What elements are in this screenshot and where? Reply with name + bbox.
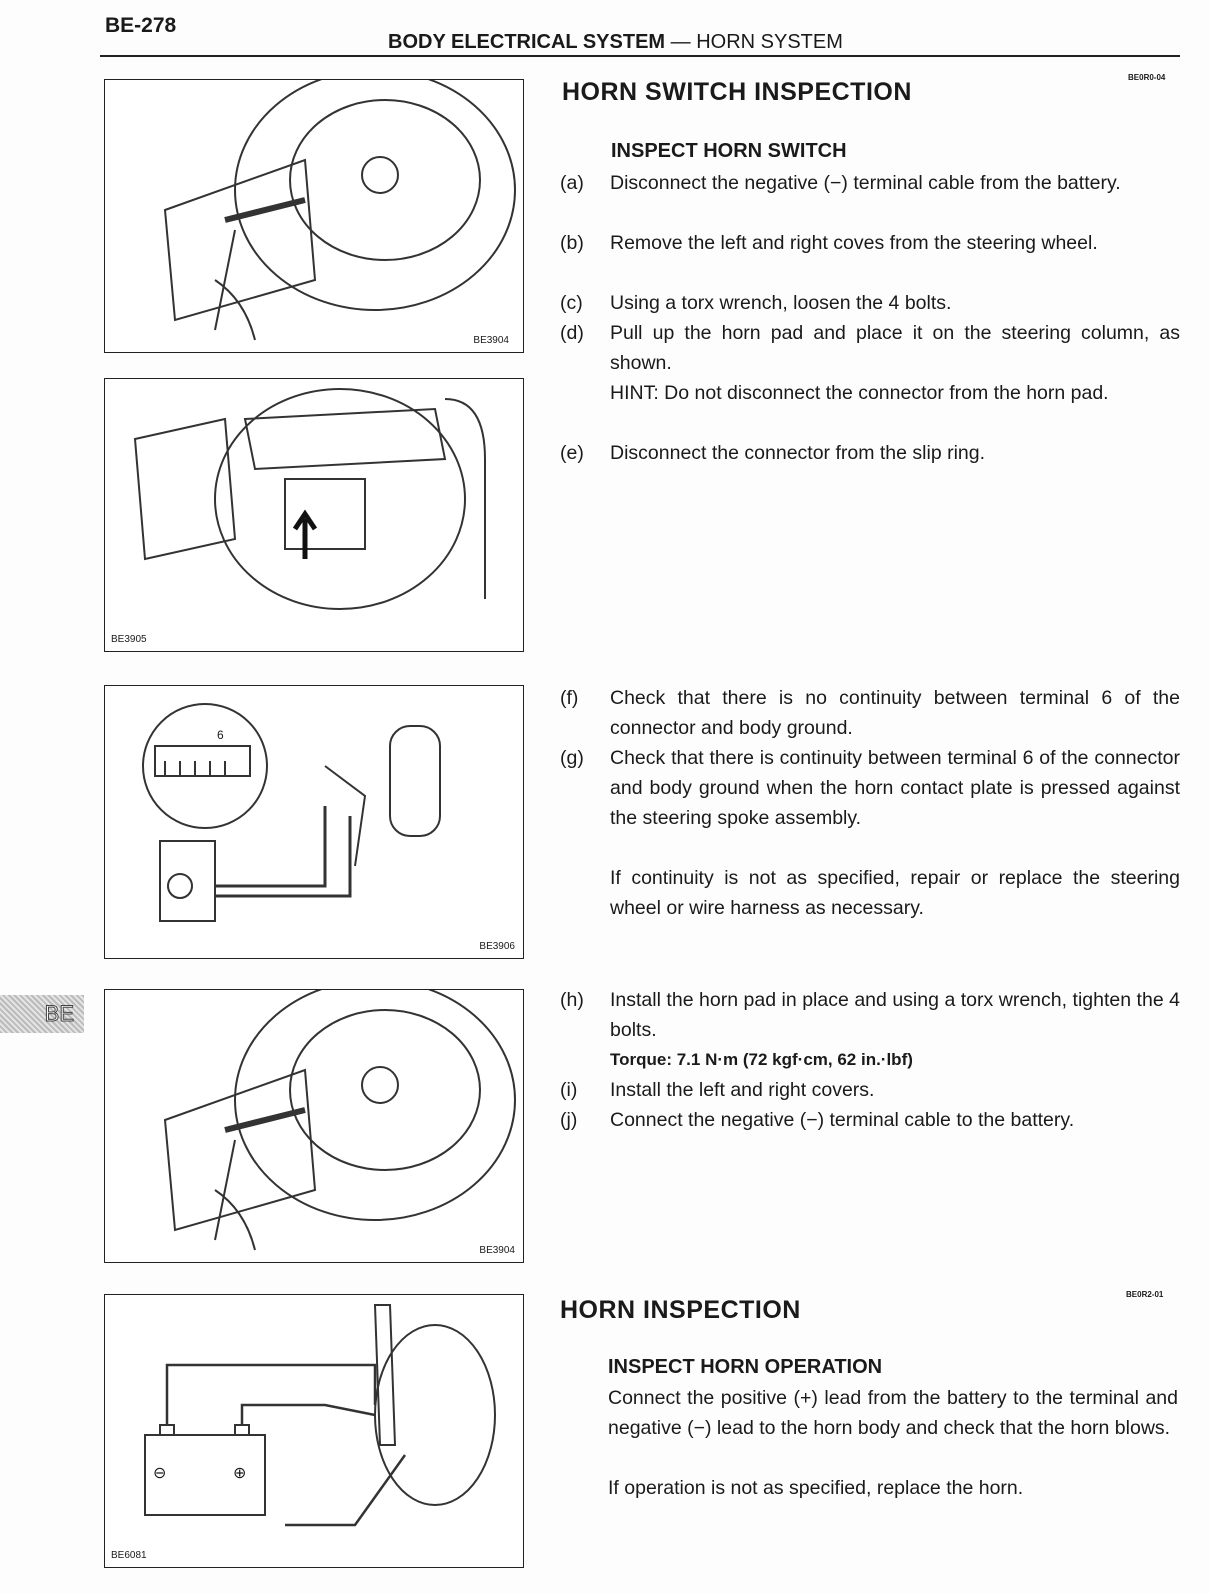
subheading-inspect-horn-switch: INSPECT HORN SWITCH [611, 140, 847, 162]
repair-note: If continuity is not as specified, repair or replace the steering wheel or wire harness as necessary. [610, 867, 1180, 919]
figure-horn-pad-raised [104, 378, 524, 652]
figure-id: BE3906 [479, 941, 515, 952]
figure-horn-test [104, 1294, 524, 1568]
step-b: (b) Remove the left and right coves from the steering wheel. [560, 232, 1098, 254]
page-number: BE-278 [105, 14, 177, 37]
battery-negative-symbol: ⊖ [153, 1465, 167, 1482]
step-c: (c) Using a torx wrench, loosen the 4 bolts. [560, 292, 952, 314]
figure-id: BE3904 [479, 1245, 515, 1256]
section-heading-horn-inspection: HORN INSPECTION [560, 1296, 801, 1324]
step-i: (i) Install the left and right covers. [560, 1079, 875, 1101]
section-tab-label: BE [44, 1001, 74, 1026]
header-rule [100, 55, 1180, 57]
figure-id: BE3904 [473, 335, 509, 346]
ohmmeter-connector-illustration [105, 686, 523, 958]
section-tab [0, 995, 84, 1033]
figure-loosen-bolts [104, 79, 524, 353]
subsection-title: HORN SYSTEM [696, 31, 843, 53]
figure-id: BE6081 [111, 1550, 147, 1561]
horn-test-instructions: Connect the positive (+) lead from the battery to the terminal and negative (−) lead to the horn body and check that the horn blows. [608, 1387, 1178, 1439]
section-code: BE0R2-01 [1126, 1290, 1164, 1299]
step-g: (g) Check that there is continuity between terminal 6 of the connector and body ground when the horn contact plate is pressed against the steering spoke assembly. [560, 747, 1180, 829]
step-d: (d) Pull up the horn pad and place it on the steering column, as shown. [560, 322, 1180, 374]
hint: HINT: Do not disconnect the connector from the horn pad. [610, 382, 1109, 404]
steering-wheel-wrench-illustration [105, 990, 523, 1262]
battery-horn-illustration [105, 1295, 523, 1567]
step-a: (a) Disconnect the negative (−) terminal cable from the battery. [560, 172, 1121, 194]
step-j: (j) Connect the negative (−) terminal cable to the battery. [560, 1109, 1075, 1131]
section-heading-horn-switch: HORN SWITCH INSPECTION [562, 78, 912, 106]
section-code: BE0R0-04 [1128, 73, 1166, 82]
battery-positive-symbol: ⊕ [233, 1465, 247, 1482]
figure-continuity-check [104, 685, 524, 959]
section-title: BODY ELECTRICAL SYSTEM [388, 31, 666, 53]
horn-pad-connector-illustration [105, 379, 523, 651]
figure-id: BE3905 [111, 634, 147, 645]
title-separator: — [670, 31, 691, 53]
figure-tighten-bolts [104, 989, 524, 1263]
step-e: (e) Disconnect the connector from the slip ring. [560, 442, 986, 464]
steering-wheel-wrench-illustration [105, 80, 523, 352]
horn-replace-note: If operation is not as specified, replace the horn. [608, 1477, 1024, 1499]
torque-spec: Torque: 7.1 N·m (72 kgf·cm, 62 in.·lbf) [610, 1050, 913, 1069]
step-f: (f) Check that there is no continuity between terminal 6 of the connector and body ground. [560, 687, 1180, 739]
running-title [388, 31, 843, 54]
step-h: (h) Install the horn pad in place and using a torx wrench, tighten the 4 bolts. [560, 989, 1180, 1041]
subheading-inspect-horn-operation: INSPECT HORN OPERATION [608, 1356, 883, 1378]
terminal-number: 6 [217, 728, 224, 742]
